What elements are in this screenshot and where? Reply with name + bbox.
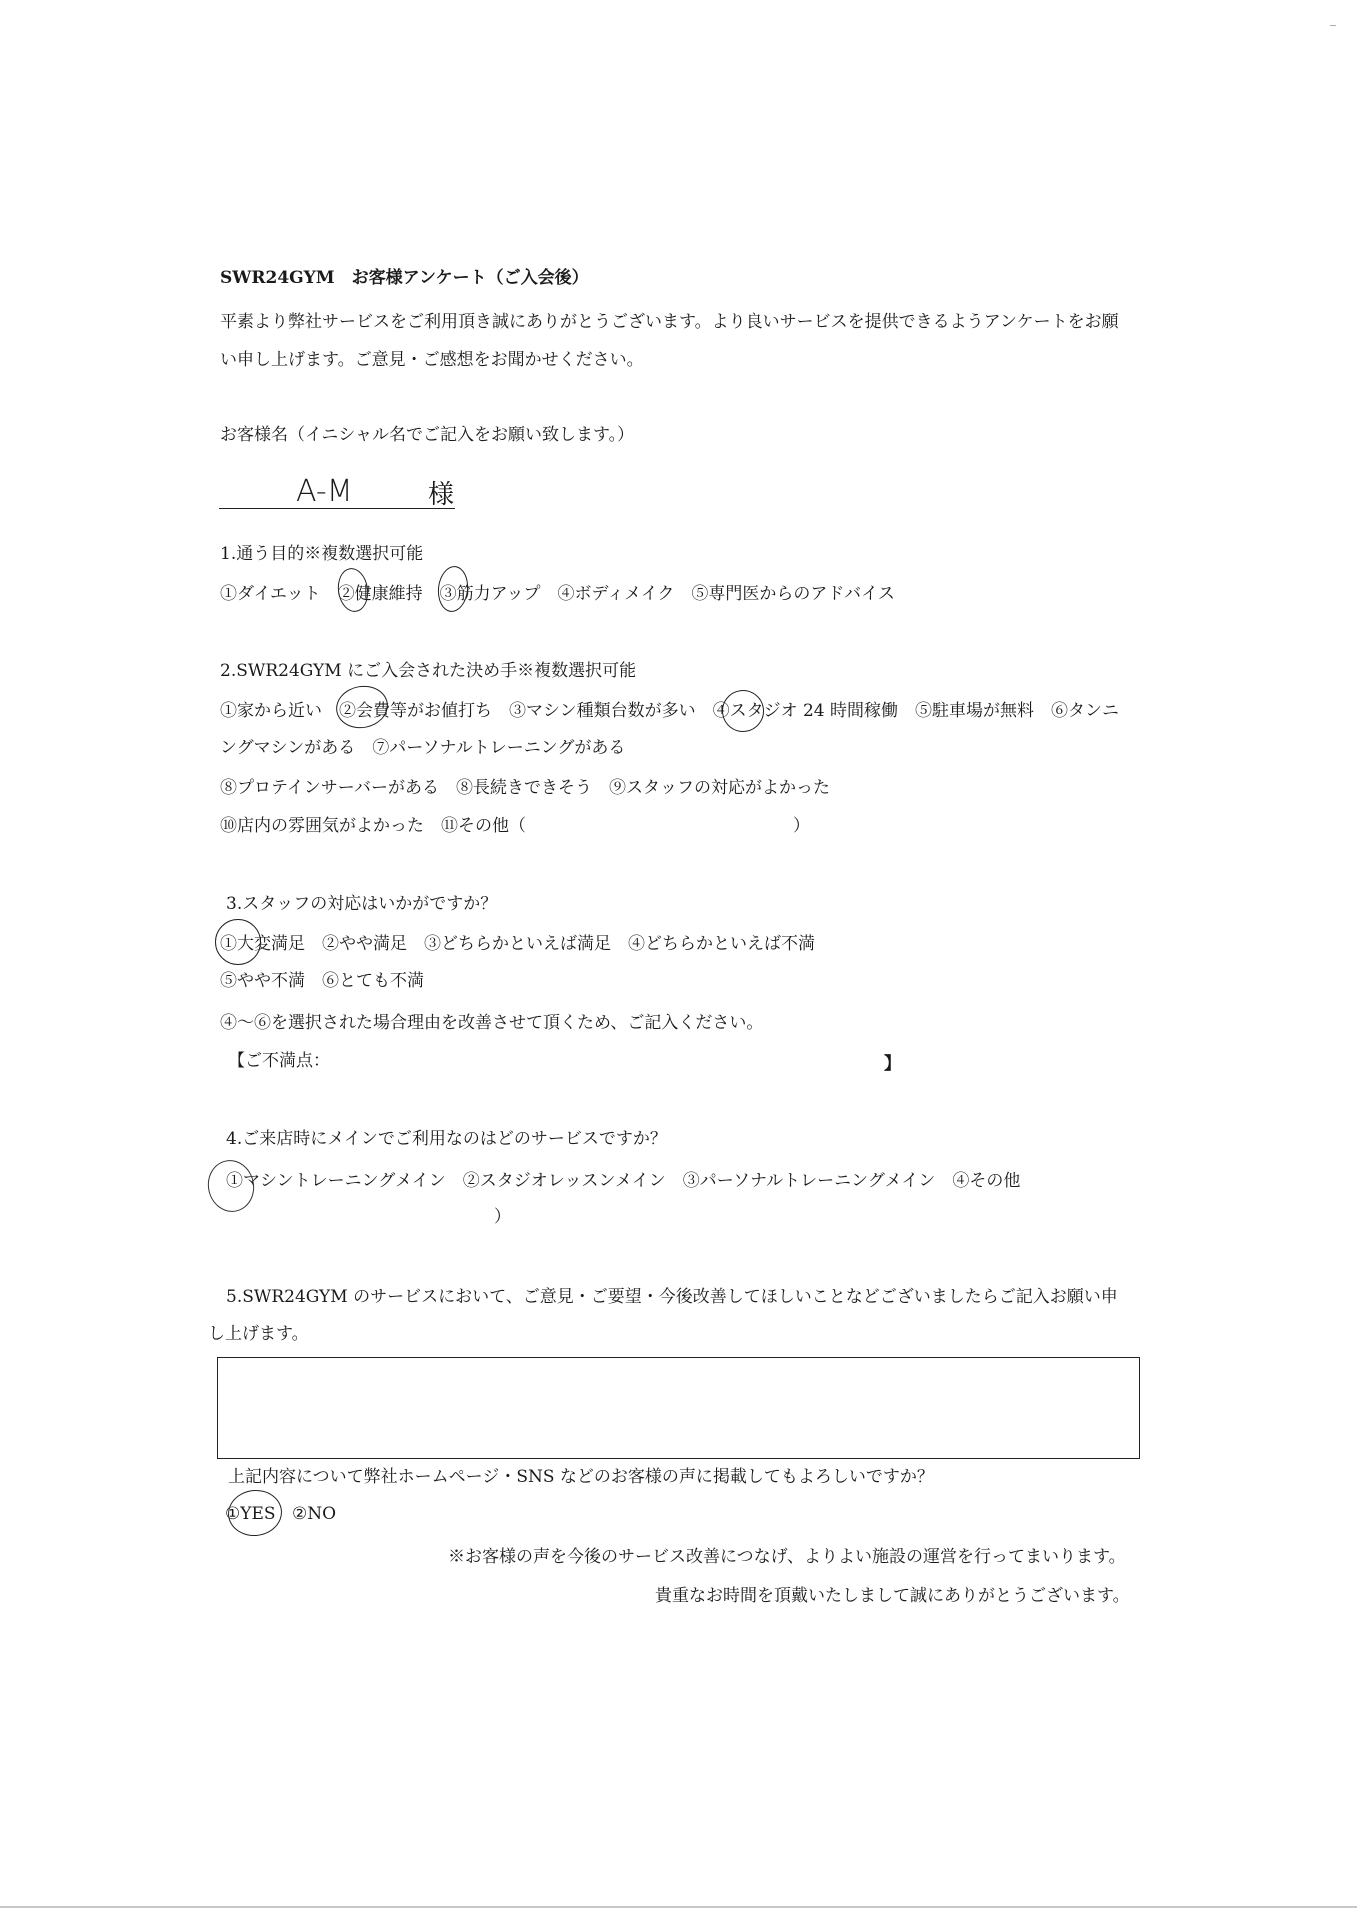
q4-title: 4.ご来店時にメインでご利用なのはどのサービスですか？ xyxy=(226,1129,667,1149)
q4-options-line1[interactable]: ①マシントレーニングメイン ②スタジオレッスンメイン ③パーソナルトレーニングメイン ④その他 xyxy=(226,1171,1021,1191)
q3-note: ④～⑥を選択された場合理由を改善させて頂くため、ご記入ください。 xyxy=(220,1013,764,1033)
q1-title: 1.通う目的※複数選択可能 xyxy=(220,544,424,564)
q5-answer-box[interactable] xyxy=(217,1357,1140,1459)
q3-options-line1[interactable]: ①大変満足 ②やや満足 ③どちらかといえば満足 ④どちらかといえば不満 xyxy=(220,934,815,954)
customer-name-underline xyxy=(219,508,455,509)
q4-other-close-paren: ） xyxy=(494,1207,511,1227)
q5-title: 5.SWR24GYM のサービスにおいて、ご意見・ご要望・今後改善してほしいことなどございましたらご記入お願い申 xyxy=(226,1287,1118,1307)
customer-name-label: お客様名（イニシャル名でご記入をお願い致します。） xyxy=(220,425,635,445)
q3-options-line2[interactable]: ⑤やや不満 ⑥とても不満 xyxy=(220,971,424,991)
consent-question: 上記内容について弊社ホームページ・SNS などのお客様の声に掲載してもよろしいですか？ xyxy=(228,1467,934,1487)
q2-options-line1[interactable]: ①家から近い ②会費等がお値打ち ③マシン種類台数が多い ④スタジオ 24 時間稼働 ⑤駐車場が無料 ⑥タンニ xyxy=(220,701,1120,721)
q3-complaint-close: 】 xyxy=(884,1054,901,1074)
q1-options[interactable]: ①ダイエット ②健康維持 ③筋力アップ ④ボディメイク ⑤専門医からのアドバイス xyxy=(220,584,895,604)
intro-text-line1: 平素より弊社サービスをご利用頂き誠にありがとうございます。より良いサービスを提供できるようアンケートをお願 xyxy=(220,312,1119,332)
survey-title: SWR24GYM お客様アンケート（ご入会後） xyxy=(220,268,589,288)
intro-text-line2: い申し上げます。ご意見・ご感想をお聞かせください。 xyxy=(220,350,644,370)
q3-complaint-label: 【ご不満点： xyxy=(228,1051,330,1071)
scan-edge-line xyxy=(0,1906,1357,1908)
q2-other-close-paren: ） xyxy=(793,816,810,836)
footer-line1: ※お客様の声を今後のサービス改善につなげ、よりよい施設の運営を行ってまいります。 xyxy=(448,1547,1126,1567)
q3-title: 3.スタッフの対応はいかがですか？ xyxy=(226,894,498,914)
scan-speck xyxy=(1330,25,1336,26)
q2-options-line3[interactable]: ⑧プロテインサーバーがある ⑧長続きできそう ⑨スタッフの対応がよかった xyxy=(220,778,830,798)
customer-honorific: 様 xyxy=(428,480,455,510)
q2-title: 2.SWR24GYM にご入会された決め手※複数選択可能 xyxy=(220,661,637,681)
q5-title-line2: し上げます。 xyxy=(208,1324,309,1344)
consent-no-option[interactable]: ②NO xyxy=(292,1504,337,1524)
footer-line2: 貴重なお時間を頂戴いたしまして誠にありがとうございます。 xyxy=(655,1586,1130,1606)
consent-yes-option[interactable]: ①YES xyxy=(225,1504,276,1524)
q2-options-line4[interactable]: ⑩店内の雰囲気がよかった ⑪その他（ xyxy=(220,816,526,836)
q2-options-line2[interactable]: ングマシンがある ⑦パーソナルトレーニングがある xyxy=(220,738,626,758)
customer-name-value[interactable]: A-M xyxy=(296,474,353,509)
